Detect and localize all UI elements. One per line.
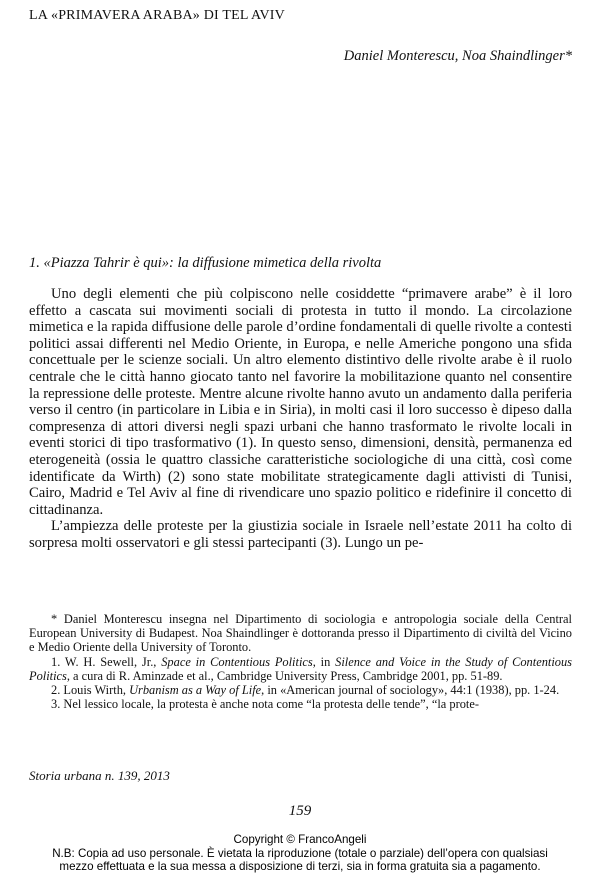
body-paragraph: Uno degli elementi che più colpiscono nelle cosiddette “primavere arabe” è il loro effetto a cascata sui movimenti sociali di protesta in tutto il mondo. La circolazione mimetica e la rapida diffusione delle parole d’ordine fondamentali di quelle rivolte a contesti politici assai differenti nel Medio Oriente, in Europa, e nelle Americhe pongono una sfida concettuale per le scienze sociali. Un altro elemento distintivo delle rivolte arabe è il ruolo centrale che le città hanno giocato tanto nel favorire la mobilitazione quanto nel consentire la repressione delle proteste. Mentre alcune rivolte hanno avuto un andamento dalla periferia verso il centro (in particolare in Libia e in Siria), in molti casi il loro successo è dipeso dalla compresenza di attori diversi negli spazi urbani che hanno trasformato le rivolte locali in eventi storici di tipo trasformativo (1). In questo senso, dimensioni, densità, permanenza ed eterogeneità (ossia le quattro classiche caratteristiche sociologiche di una città, così come identificate da Wirth) (2) sono state mobilitate strategicamente dagli attivisti di Tunisi, Cairo, Madrid e Tel Aviv al fine di rivendicare uno spazio politico e ridefinire il concetto di cittadinanza.	[29, 286, 572, 518]
footnote-author: * Daniel Monterescu insegna nel Dipartimento di sociologia e antropologia sociale della Central European University di Budapest. Noa Shaindlinger è dottoranda presso il Dipartimento di civiltà del Vicino e Medio Oriente della University of Toronto.	[29, 612, 572, 655]
footnote-1-in: , in	[312, 654, 336, 669]
body-paragraph: L’ampiezza delle proteste per la giustizia sociale in Israele nell’estate 2011 ha colto di sorpresa molti osservatori e gli stessi partecipanti (3). Lungo un pe-	[29, 518, 572, 551]
footnote-1-suffix: , a cura di R. Aminzade et al., Cambridge University Press, Cambridge 2001, pp. 51-89.	[66, 668, 503, 683]
page-number: 159	[288, 803, 312, 819]
copyright-line: mezzo effettuata e la sua messa a disposizione di terzi, sia in forma gratuita sia a pagamento.	[59, 860, 541, 874]
copyright-line: Copyright © FrancoAngeli	[233, 833, 367, 846]
footnote-3: 3. Nel lessico locale, la protesta è anche nota come “la protesta delle tende”, “la prote-	[51, 697, 479, 712]
copyright-notice	[0, 833, 600, 874]
footnote-1-title: Space in Contentious Politics	[161, 654, 313, 669]
copyright-line: N.B: Copia ad uso personale. È vietata la riproduzione (totale o parziale) dell’opera con qualsiasi	[52, 846, 548, 860]
footnote-1-book: Silence and Voice in the Study of Contentious Politics	[29, 654, 572, 683]
footnote-2-suffix: , in «American journal of sociology», 44:1 (1938), pp. 1-24.	[261, 683, 560, 698]
article-authors: Daniel Monterescu, Noa Shaindlinger*	[343, 48, 572, 64]
footnote-2-prefix: 2. Louis Wirth,	[51, 683, 130, 698]
running-title: LA «PRIMAVERA ARABA» DI TEL AVIV	[29, 8, 285, 23]
footnote-2	[29, 683, 572, 697]
journal-citation: Storia urbana n. 139, 2013	[29, 768, 170, 783]
footnote-1-prefix: 1. W. H. Sewell, Jr.,	[51, 654, 162, 669]
footnote-2-title: Urbanism as a Way of Life	[129, 683, 262, 698]
footnotes	[29, 612, 572, 711]
section-heading: 1. «Piazza Tahrir è qui»: la diffusione mimetica della rivolta	[29, 255, 382, 271]
footnote-1	[29, 655, 572, 683]
body-text	[29, 286, 572, 552]
